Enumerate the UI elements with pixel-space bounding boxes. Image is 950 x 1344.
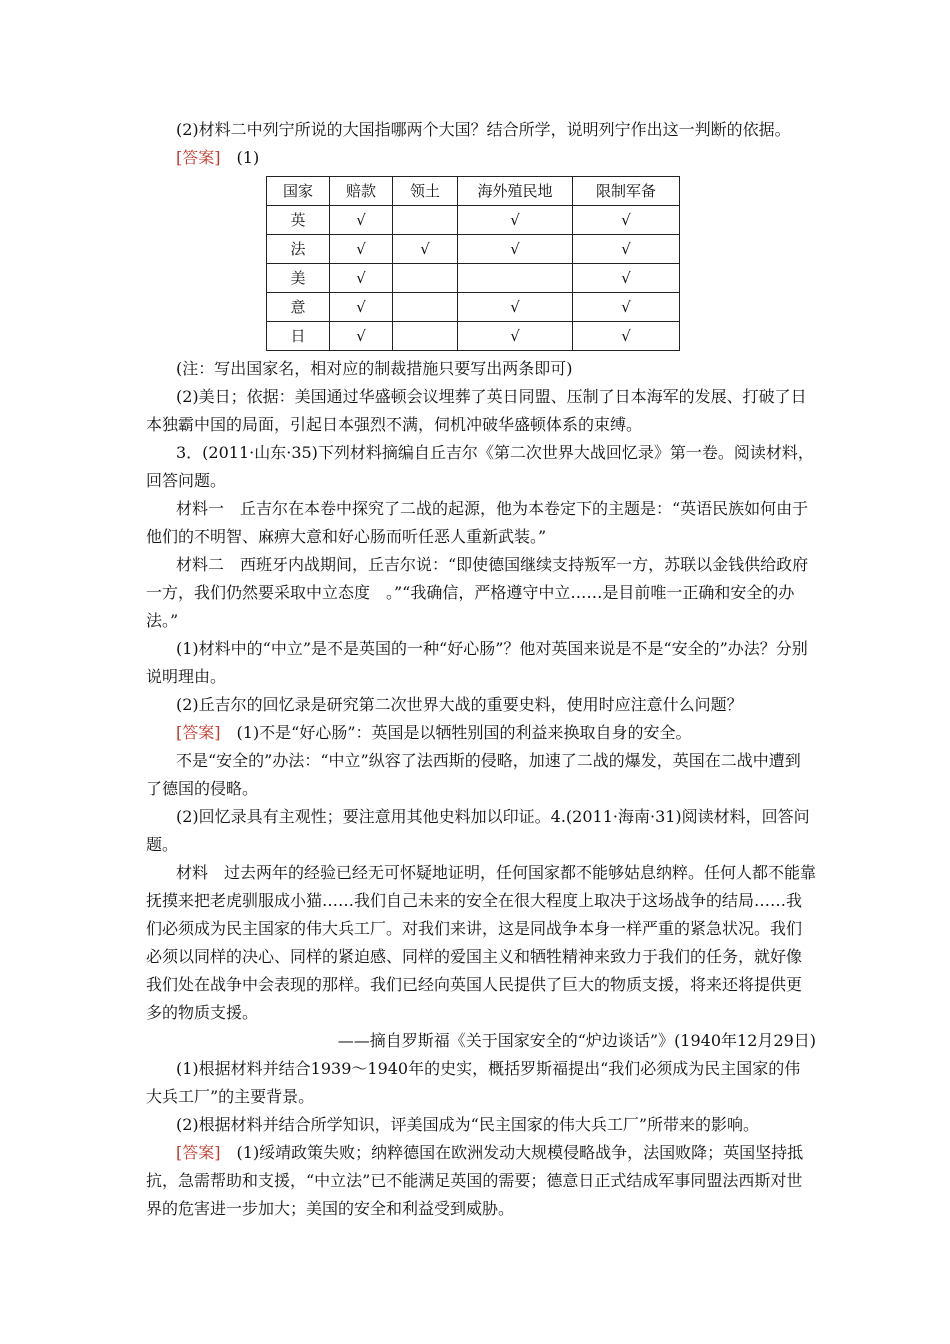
sanctions-table — [266, 176, 680, 351]
table-header: 限制军备 — [573, 177, 680, 206]
table-cell: √ — [330, 235, 393, 264]
table-cell: √ — [573, 235, 680, 264]
table-cell: √ — [573, 264, 680, 293]
answer-2-part-2: (2)美日；依据：美国通过华盛顿会议埋葬了英日同盟、压制了日本海军的发展、打破了日本独霸中国的局面，引起日本强烈不满，伺机冲破华盛顿体系的束缚。 — [146, 387, 807, 434]
table-cell: √ — [330, 293, 393, 322]
question-3-part-2: (2)丘吉尔的回忆录是研究第二次世界大战的重要史料，使用时应注意什么问题？ — [176, 695, 743, 714]
table-cell: √ — [458, 235, 573, 264]
table-cell: 英 — [267, 206, 330, 235]
table-header: 领土 — [393, 177, 458, 206]
table-cell: √ — [573, 206, 680, 235]
table-cell: √ — [393, 235, 458, 264]
table-row — [267, 322, 680, 351]
answer-label: [答案] — [176, 148, 221, 167]
table-cell: √ — [330, 206, 393, 235]
table-cell: √ — [458, 293, 573, 322]
answer-2-part-1-label: (1) — [236, 148, 260, 167]
table-cell: 日 — [267, 322, 330, 351]
answer-label: [答案] — [176, 1143, 221, 1162]
table-cell: √ — [330, 322, 393, 351]
table-cell: √ — [458, 206, 573, 235]
answer-3-part-1-continued: 不是“安全的”办法：“中立”纵容了法西斯的侵略，加速了二战的爆发，英国在二战中遭到了德国的侵略。 — [146, 751, 801, 798]
answer-label: [答案] — [176, 723, 221, 742]
table-cell — [393, 293, 458, 322]
table-row — [267, 264, 680, 293]
table-header: 国家 — [267, 177, 330, 206]
document-page — [146, 116, 816, 1223]
answer-3-part-2: (2)回忆录具有主观性；要注意用其他史料加以印证。4.(2011·海南·31)阅读材料，回答问题。 — [146, 807, 810, 854]
table-cell: 美 — [267, 264, 330, 293]
table-cell: 意 — [267, 293, 330, 322]
table-cell: √ — [330, 264, 393, 293]
question-4-part-2: (2)根据材料并结合所学知识，评美国成为“民主国家的伟大兵工厂”所带来的影响。 — [176, 1115, 760, 1134]
table-cell: √ — [573, 322, 680, 351]
answer-3-part-1-text: (1)不是“好心肠”：英国是以牺牲别国的利益来换取自身的安全。 — [236, 723, 692, 742]
question-3-material-1: 材料一 丘吉尔在本卷中探究了二战的起源，他为本卷定下的主题是：“英语民族如何由于他们的不明智、麻痹大意和好心肠而听任恶人重新武装。” — [146, 499, 809, 546]
table-header-row — [267, 177, 680, 206]
table-cell — [393, 322, 458, 351]
table-row — [267, 235, 680, 264]
table-cell: √ — [458, 322, 573, 351]
table-cell: √ — [573, 293, 680, 322]
question-4-part-1: (1)根据材料并结合1939～1940年的史实，概括罗斯福提出“我们必须成为民主国家的伟大兵工厂”的主要背景。 — [146, 1059, 801, 1106]
answer-4-part-1-text: (1)绥靖政策失败；纳粹德国在欧洲发动大规模侵略战争，法国败降；英国坚持抵抗，急需帮助和支援，“中立法”已不能满足英国的需要；德意日正式结成军事同盟法西斯对世界的危害进一步加大；美国的安全和利益受到威胁。 — [146, 1143, 804, 1218]
table-note: (注：写出国家名，相对应的制裁措施只要写出两条即可) — [176, 359, 573, 378]
table-cell: 法 — [267, 235, 330, 264]
table-row — [267, 206, 680, 235]
question-3-material-2: 材料二 西班牙内战期间，丘吉尔说：“即使德国继续支持叛军一方，苏联以金钱供给政府一方，我们仍然要采取中立态度 。”“我确信，严格遵守中立……是目前唯一正确和安全的办法。” — [146, 555, 809, 630]
table-header: 海外殖民地 — [458, 177, 573, 206]
table-cell — [458, 264, 573, 293]
question-4-source: ——摘自罗斯福《关于国家安全的“炉边谈话”》(1940年12月29日) — [337, 1031, 816, 1050]
answer-2-intro — [146, 144, 816, 172]
table-row — [267, 293, 680, 322]
table-cell — [393, 264, 458, 293]
table-cell — [393, 206, 458, 235]
answer-3-part-1 — [146, 719, 816, 747]
table-header: 赔款 — [330, 177, 393, 206]
answer-4-part-1 — [146, 1139, 816, 1223]
question-3-intro: 3．(2011·山东·35)下列材料摘编自丘吉尔《第二次世界大战回忆录》第一卷。阅读材料，回答问题。 — [146, 443, 814, 490]
question-2-part-2: (2)材料二中列宁所说的大国指哪两个大国？结合所学，说明列宁作出这一判断的依据。 — [176, 120, 791, 139]
question-4-material: 材料 过去两年的经验已经无可怀疑地证明，任何国家都不能够姑息纳粹。任何人都不能靠抚摸来把老虎驯服成小猫……我们自己未来的安全在很大程度上取决于这场战争的结局……我们必须成为民主国家的伟大兵工厂。对我们来讲，这是同战争本身一样严重的紧急状况。我们必须以同样的决心、同样的紧迫感、同样的爱国主义和牺牲精神来致力于我们的任务，就好像我们处在战争中会表现的那样。我们已经向英国人民提供了巨大的物质支援，将来还将提供更多的物质支援。 — [146, 863, 817, 1022]
question-3-part-1: (1)材料中的“中立”是不是英国的一种“好心肠”？他对英国来说是不是“安全的”办法？分别说明理由。 — [146, 639, 808, 686]
